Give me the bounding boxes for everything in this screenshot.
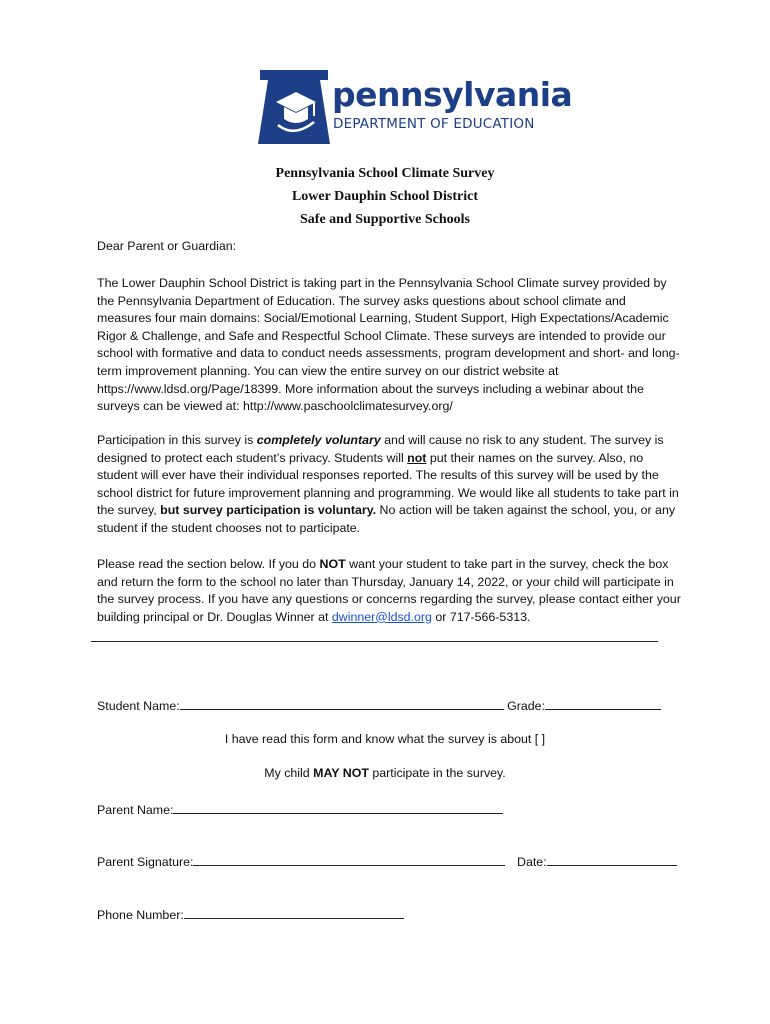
phone-label: Phone Number: bbox=[97, 908, 184, 922]
date-label: Date: bbox=[517, 855, 547, 869]
parent-name-field[interactable] bbox=[173, 801, 503, 814]
parent-name-label: Parent Name: bbox=[97, 803, 174, 817]
may-not-bold: MAY NOT bbox=[313, 766, 369, 780]
parent-signature-label: Parent Signature: bbox=[97, 855, 194, 869]
student-grade-row bbox=[97, 697, 661, 713]
not-emphasis: not bbox=[407, 450, 427, 465]
contact-email-link[interactable]: dwinner@ldsd.org bbox=[331, 609, 432, 624]
grade-label: Grade: bbox=[507, 699, 545, 713]
parent-name-row bbox=[97, 801, 503, 817]
not-bold: NOT bbox=[319, 557, 346, 571]
paragraph-participation: Participation in this survey is completely voluntary and will cause no risk to any student. The survey is designed to protect each student’s privacy. Students will not put their names on the survey. Also, no student will ever have their individual responses reported. The results of this survey will be used by the school district for future improvement planning and programming. We would like all students to take part in the survey, but survey participation is voluntary. No action will be taken against the school, you, or any student if the student chooses not to participate. bbox=[97, 433, 679, 535]
date-field[interactable] bbox=[547, 853, 677, 866]
voluntary-emphasis: completely voluntary bbox=[256, 433, 381, 447]
child-statement: My child MAY NOT participate in the survey. bbox=[264, 766, 506, 780]
read-statement: I have read this form and know what the survey is about [ ] bbox=[224, 732, 546, 746]
date-row bbox=[517, 853, 677, 869]
program-subtitle: Safe and Supportive Schools bbox=[300, 212, 470, 227]
student-name-label: Student Name: bbox=[97, 699, 180, 713]
student-name-field[interactable] bbox=[180, 697, 504, 710]
signature-date-row bbox=[97, 853, 505, 869]
survey-title: Pennsylvania School Climate Survey bbox=[275, 166, 495, 181]
phone-row bbox=[97, 906, 404, 922]
phone-field[interactable] bbox=[184, 906, 404, 919]
section-divider bbox=[91, 641, 658, 642]
grade-field[interactable] bbox=[545, 697, 661, 710]
logo-department: DEPARTMENT OF EDUCATION bbox=[333, 116, 535, 132]
paragraph-instructions: Please read the section below. If you do NOT want your student to take part in the survey, check the box and return the form to the school no later than Thursday, January 14, 2022, or your child will participate in the survey process. If you have any questions or concerns regarding the survey, please contact either your building principal or Dr. Douglas Winner at dwinner@ldsd.org or 717-566-5313. bbox=[97, 557, 681, 624]
salutation: Dear Parent or Guardian: bbox=[97, 239, 237, 253]
district-name: Lower Dauphin School District bbox=[291, 189, 479, 204]
parent-signature-field[interactable] bbox=[193, 853, 505, 866]
voluntary-statement: but survey participation is voluntary. bbox=[160, 503, 377, 518]
logo-wordmark: pennsylvania bbox=[332, 75, 573, 114]
document-title-block bbox=[0, 162, 770, 231]
paragraph-intro: The Lower Dauphin School District is taking part in the Pennsylvania School Climate survey provided by the Pennsylvania Department of Education. The survey asks questions about school climate and measures four main domains: Social/Emotional Learning, Student Support, High Expectations/Academic Rigor & Challenge, and Safe and Respectful School Climate. These surveys are intended to provide our school with formative and data to conduct needs assessments, program development and short- and long-term improvement planning. You can view the entire survey on our district website at https://www.ldsd.org/Page/18399. More information about the surveys including a webinar about the surveys can be viewed at: http://www.paschoolclimatesurvey.org/ bbox=[97, 276, 680, 414]
